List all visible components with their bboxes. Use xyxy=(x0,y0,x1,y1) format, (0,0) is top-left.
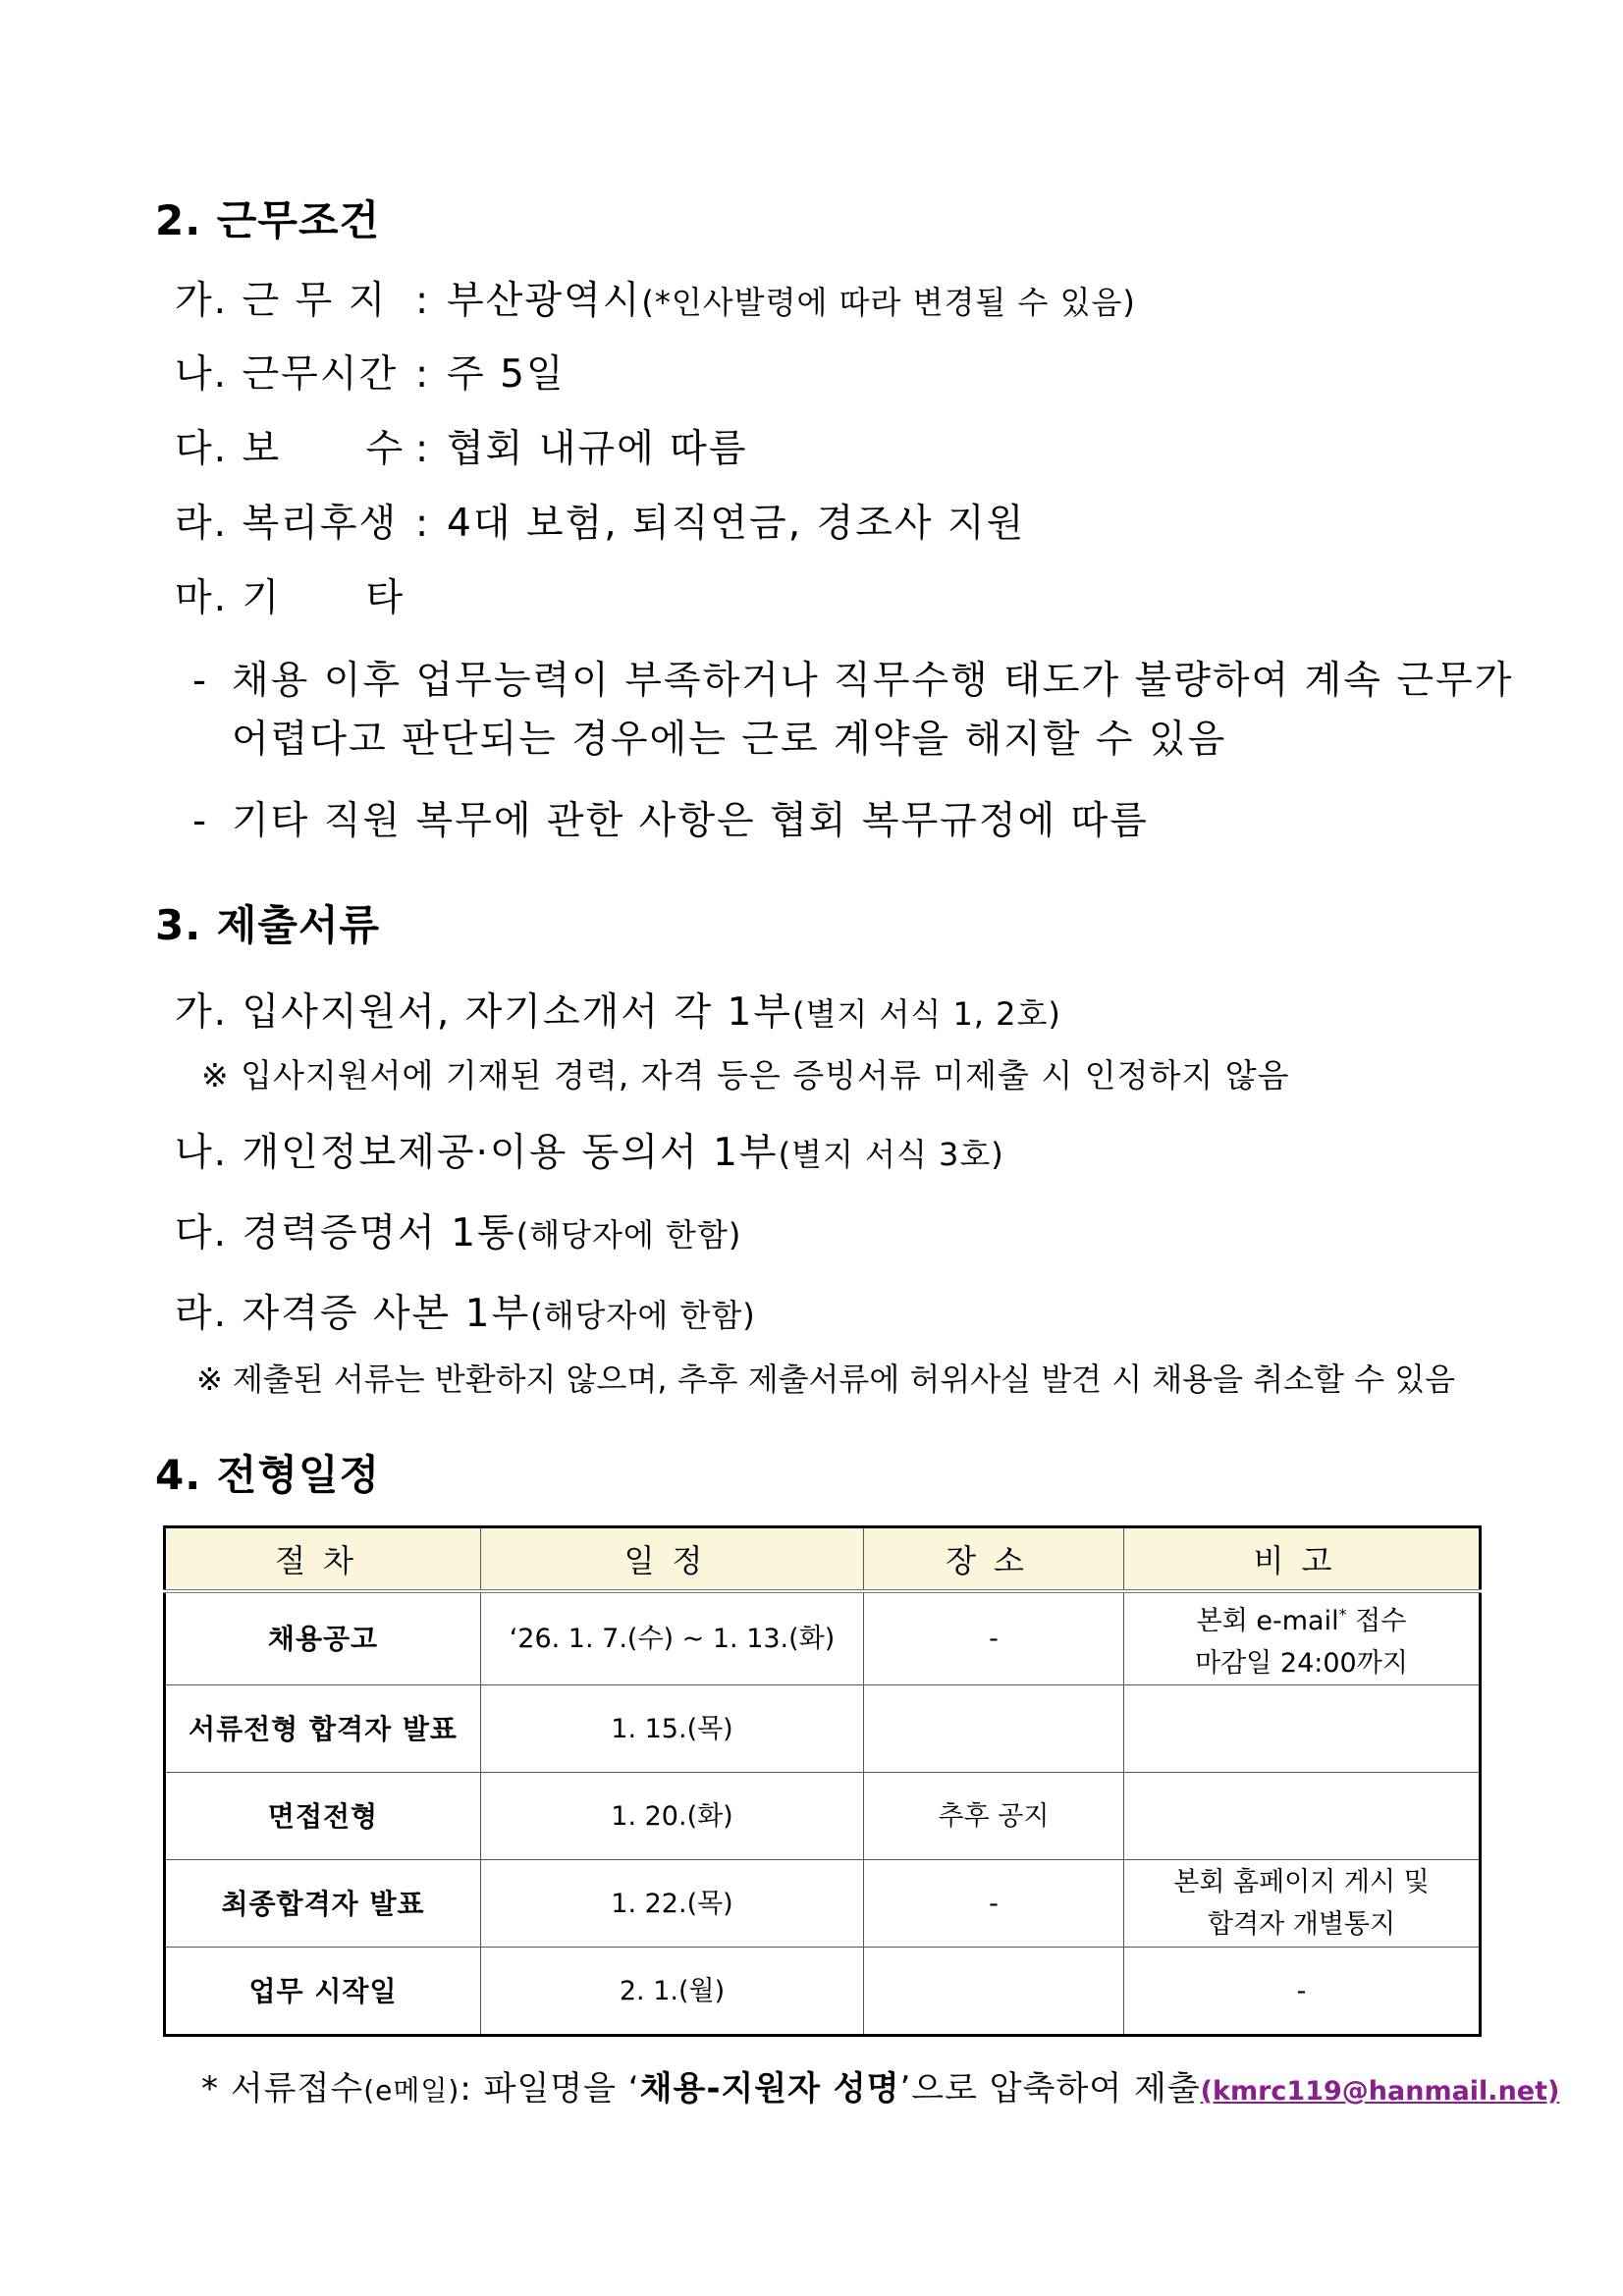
schedule-table xyxy=(163,1525,1482,2037)
table-row xyxy=(165,1948,1481,2036)
condition-label: 가. 근 무 지 xyxy=(175,279,388,323)
cell-place: - xyxy=(864,1591,1124,1685)
document-note-return: ※ 제출된 서류는 반환하지 않으며, 추후 제출서류에 허위사실 발견 시 채용을 취소할 수 있음 xyxy=(196,1361,1456,1398)
cell-place: 추후 공지 xyxy=(864,1773,1124,1860)
cell-step: 서류전형 합격자 발표 xyxy=(165,1685,481,1773)
condition-label: 다. 보 수 xyxy=(175,427,406,471)
section-title-documents: 3. 제출서류 xyxy=(155,901,381,949)
cell-date: 1. 20.(화) xyxy=(481,1773,864,1860)
cell-date: 1. 22.(목) xyxy=(481,1860,864,1948)
condition-pay: 다. 보 수 : 협회 내규에 따름 xyxy=(175,418,748,473)
condition-label: 마. 기 타 xyxy=(175,576,406,620)
document-item-career: 다. 경력증명서 1통(해당자에 한함) xyxy=(175,1211,742,1255)
cell-remark: 본회 홈페이지 게시 및 합격자 개별통지 xyxy=(1124,1860,1481,1948)
other-bullet-1: - 채용 이후 업무능력이 부족하거나 직무수행 태도가 불량하여 계속 근무가 xyxy=(192,659,1514,703)
table-row xyxy=(165,1773,1481,1860)
cell-remark: - xyxy=(1124,1948,1481,2036)
cell-date: ‘26. 1. 7.(수) ~ 1. 13.(화) xyxy=(481,1591,864,1685)
email-link[interactable]: (kmrc119@hanmail.net) xyxy=(1200,2076,1560,2107)
section-title-schedule: 4. 전형일정 xyxy=(155,1451,381,1499)
header-remark: 비고 xyxy=(1124,1527,1481,1592)
schedule-header-row xyxy=(165,1527,1481,1592)
header-date: 일정 xyxy=(481,1527,864,1592)
other-bullet-2: - 기타 직원 복무에 관한 사항은 협회 복무규정에 따름 xyxy=(192,799,1149,843)
document-item-license: 라. 자격증 사본 1부(해당자에 한함) xyxy=(175,1292,756,1336)
cell-place xyxy=(864,1948,1124,2036)
condition-other xyxy=(175,567,415,622)
header-step: 절차 xyxy=(165,1527,481,1592)
condition-label: 라. 복리후생 xyxy=(175,502,399,546)
table-row xyxy=(165,1860,1481,1948)
cell-remark xyxy=(1124,1685,1481,1773)
cell-place: - xyxy=(864,1860,1124,1948)
table-row xyxy=(165,1591,1481,1685)
condition-value: 4대 보험, 퇴직연금, 경조사 지원 xyxy=(447,502,1026,546)
cell-step: 최종합격자 발표 xyxy=(165,1860,481,1948)
cell-place xyxy=(864,1685,1124,1773)
table-row xyxy=(165,1685,1481,1773)
header-place: 장소 xyxy=(864,1527,1124,1592)
condition-note: (*인사발령에 따라 변경될 수 있음) xyxy=(641,284,1136,321)
condition-welfare: 라. 복리후생 : 4대 보험, 퇴직연금, 경조사 지원 xyxy=(175,493,1025,548)
condition-label: 나. 근무시간 xyxy=(175,352,399,397)
cell-step: 채용공고 xyxy=(165,1591,481,1685)
document-note-proof: ※ 입사지원서에 기재된 경력, 자격 등은 증빙서류 미제출 시 인정하지 않음 xyxy=(201,1056,1290,1095)
section-title-working-conditions: 2. 근무조건 xyxy=(155,196,381,244)
condition-location: 가. 근 무 지 : 부산광역시(*인사발령에 따라 변경될 수 있음) xyxy=(175,270,1136,325)
cell-remark xyxy=(1124,1773,1481,1860)
cell-remark: 본회 e-mail* 접수 마감일 24:00까지 xyxy=(1124,1591,1481,1685)
submission-footnote: * 서류접수(e메일): 파일명을 ‘채용-지원자 성명’으로 압축하여 제출(kmrc119@hanmail.net) xyxy=(201,2069,1560,2109)
condition-value: 협회 내규에 따름 xyxy=(447,427,748,471)
document-item-consent: 나. 개인정보제공·이용 동의서 1부(별지 서식 3호) xyxy=(175,1131,1004,1175)
cell-date: 1. 15.(목) xyxy=(481,1685,864,1773)
condition-value: 주 5일 xyxy=(447,352,566,397)
cell-step: 업무 시작일 xyxy=(165,1948,481,2036)
other-bullet-1-cont: 어렵다고 판단되는 경우에는 근로 계약을 해지할 수 있음 xyxy=(232,718,1227,762)
cell-date: 2. 1.(월) xyxy=(481,1948,864,2036)
condition-hours: 나. 근무시간 : 주 5일 xyxy=(175,344,566,399)
condition-value: 부산광역시 xyxy=(447,279,642,323)
cell-step: 면접전형 xyxy=(165,1773,481,1860)
document-item-application: 가. 입사지원서, 자기소개서 각 1부(별지 서식 1, 2호) xyxy=(175,990,1061,1035)
